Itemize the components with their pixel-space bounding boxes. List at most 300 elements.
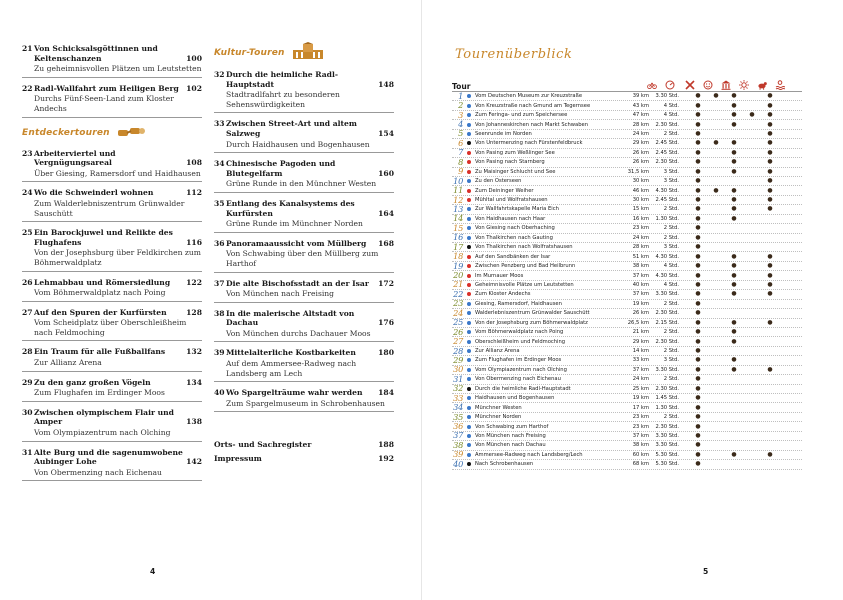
table-row — [452, 252, 802, 261]
toc-entry — [22, 44, 202, 78]
feature-dot — [707, 442, 725, 448]
feature-dot: ● — [767, 252, 773, 260]
feature-dot — [725, 348, 743, 354]
difficulty-dot — [467, 198, 471, 202]
feature-dot: ● — [767, 139, 773, 147]
feature-dot — [743, 93, 761, 99]
feature-dot — [725, 225, 743, 231]
table-row — [452, 300, 802, 309]
feature-dot — [707, 254, 725, 260]
tour-number: 21 — [453, 279, 463, 290]
feature-dot — [707, 216, 725, 222]
feature-dot: ● — [695, 431, 701, 439]
feature-dot — [743, 263, 761, 269]
table-row — [452, 224, 802, 233]
feature-dot: ● — [695, 262, 701, 270]
feature-dot — [707, 433, 725, 439]
tour-name: Von Thalkirchen nach Wolfratshausen — [475, 244, 573, 251]
divider — [214, 192, 394, 193]
feature-dot — [707, 159, 725, 165]
tour-name: Von Giesing nach Oberhaching — [475, 225, 555, 232]
toc-entry-number: 37 — [214, 278, 225, 288]
difficulty-dot — [467, 358, 471, 362]
feature-dot — [743, 348, 761, 354]
feature-marks — [689, 225, 779, 231]
feature-dot: ● — [731, 148, 737, 156]
feature-marks — [689, 206, 779, 212]
table-row — [452, 139, 802, 148]
tour-distance: 43 km — [632, 102, 649, 109]
toc-entry-description: Grüne Runde in den Münchner Westen — [226, 179, 377, 189]
table-row — [452, 196, 802, 205]
feature-dot — [761, 414, 779, 420]
toc-entry — [214, 159, 394, 193]
toc-entry — [214, 239, 394, 273]
feature-dot: ● — [731, 271, 737, 279]
divider — [22, 371, 202, 372]
page-number-right: 5 — [703, 567, 709, 576]
tour-name: Im Murnauer Moos — [475, 272, 524, 279]
feature-marks — [689, 357, 779, 363]
tour-name: Von München nach Dachau — [475, 442, 546, 449]
feature-dot — [761, 433, 779, 439]
feature-dot: ● — [731, 139, 737, 147]
difficulty-dot — [467, 160, 471, 164]
toc-entry-description: Durch Haidhausen und Bogenhausen — [226, 139, 370, 149]
tour-name: Münchner Westen — [475, 404, 522, 411]
tour-name: Zur Allianz Arena — [475, 348, 520, 355]
feature-dot: ● — [695, 120, 701, 128]
feature-dot: ● — [695, 252, 701, 260]
toc-entry-heading — [22, 188, 202, 198]
tour-name: Walderlebniszentrum Grünwalder Sauschütt — [475, 310, 590, 317]
feature-marks — [689, 122, 779, 128]
tour-number: 27 — [453, 336, 463, 347]
divider — [22, 181, 202, 182]
feature-dot: ● — [767, 365, 773, 373]
tour-distance: 51 km — [632, 253, 649, 260]
toc-entry-title: Wo Spargelträume wahr werden — [226, 388, 363, 398]
divider — [22, 221, 202, 222]
tour-number: 34 — [453, 402, 463, 413]
feature-dot — [761, 301, 779, 307]
impressum-entry — [214, 452, 394, 466]
toc-entry-description: Vom Olympiazentrum nach Olching — [34, 428, 171, 438]
tour-distance: 26 km — [632, 159, 649, 166]
binoculars-icon — [116, 124, 146, 143]
tour-name: Von Johanneskirchen nach Markt Schwaben — [475, 121, 588, 128]
toc-entry-number: 31 — [22, 447, 33, 457]
tour-number: 36 — [453, 421, 463, 432]
feature-dot — [707, 367, 725, 373]
tour-duration: 5.30 Std. — [655, 461, 679, 468]
feature-dot — [707, 461, 725, 467]
feature-marks — [689, 188, 779, 194]
toc-entry-page: 100 — [186, 53, 202, 63]
toc-entry-page: 128 — [186, 307, 202, 317]
divider — [214, 232, 394, 233]
toc-entry — [22, 278, 202, 302]
feature-dot — [761, 329, 779, 335]
toc-entry-number: 40 — [214, 388, 225, 398]
toc-entry-description: Durchs Fünf-Seen-Land zum Kloster Andechs — [34, 94, 174, 113]
divider — [22, 77, 202, 78]
feature-dot — [761, 405, 779, 411]
feature-dot — [743, 122, 761, 128]
register-page: 188 — [378, 440, 394, 450]
difficulty-dot — [467, 396, 471, 400]
feature-dot: ● — [695, 158, 701, 166]
toc-entry-page: 180 — [378, 348, 394, 358]
tour-number: 17 — [453, 241, 463, 252]
toc-entry-heading — [22, 149, 202, 168]
toc-entry — [22, 308, 202, 342]
impressum-label: Impressum — [214, 454, 262, 464]
toc-entry-page: 164 — [378, 208, 394, 218]
toc-entry-description: Vom Böhmerwaldplatz nach Poing — [34, 288, 166, 298]
toc-entry-heading — [214, 159, 394, 178]
tour-distance: 19 km — [632, 395, 649, 402]
feature-marks — [689, 329, 779, 335]
feature-dot — [743, 178, 761, 184]
feature-dot: ● — [767, 129, 773, 137]
toc-entry-heading — [22, 378, 202, 388]
table-row — [452, 130, 802, 139]
tour-name: Zwischen Penzberg und Bad Heilbrunn — [475, 263, 576, 270]
tour-number: 6 — [458, 137, 463, 148]
feature-dot: ● — [695, 299, 701, 307]
tour-name: Zum Kloster Andechs — [475, 291, 531, 298]
feature-dot — [707, 395, 725, 401]
table-row — [452, 460, 802, 469]
table-row — [452, 149, 802, 158]
table-row — [452, 177, 802, 186]
toc-entry — [214, 199, 394, 233]
feature-dot: ● — [731, 120, 737, 128]
feature-dot: ● — [767, 318, 773, 326]
tour-number: 20 — [453, 270, 463, 281]
header-tour: Tour — [452, 82, 471, 91]
feature-dot — [707, 235, 725, 241]
difficulty-dot — [467, 264, 471, 268]
feature-dot: ● — [695, 139, 701, 147]
toc-entry-number: 23 — [22, 148, 33, 158]
tour-number: 38 — [453, 439, 463, 450]
feature-dot: ● — [695, 309, 701, 317]
feature-dot: ● — [695, 177, 701, 185]
table-row — [452, 356, 802, 365]
feature-marks — [689, 461, 779, 467]
toc-entry-title: Auf den Spuren der Kurfürsten — [34, 307, 167, 317]
feature-dot — [743, 405, 761, 411]
feature-dot — [707, 310, 725, 316]
tools-icon — [681, 79, 698, 91]
tour-number: 1 — [458, 90, 463, 101]
feature-dot: ● — [731, 158, 737, 166]
difficulty-dot — [467, 415, 471, 419]
tour-duration: 1.30 Std. — [655, 215, 679, 222]
feature-dot — [725, 442, 743, 448]
feature-dot — [725, 376, 743, 382]
difficulty-dot — [467, 283, 471, 287]
difficulty-dot — [467, 94, 471, 98]
table-row — [452, 451, 802, 460]
feature-dot: ● — [767, 280, 773, 288]
toc-entry-description: Zu geheimnisvollen Plätzen um Leutstetten — [34, 64, 202, 74]
toc-entry — [214, 309, 394, 343]
tour-distance: 46 km — [632, 187, 649, 194]
toc-entry-page: 160 — [378, 168, 394, 178]
feature-marks — [689, 301, 779, 307]
table-row — [452, 234, 802, 243]
tour-number: 7 — [458, 147, 463, 158]
feature-dot — [707, 150, 725, 156]
difficulty-dot — [467, 462, 471, 466]
tour-distance: 60 km — [632, 451, 649, 458]
tour-duration: 2.45 Std. — [655, 197, 679, 204]
tour-name: Zum Feringa- und zum Speichersee — [475, 112, 568, 119]
toc-entry-heading — [214, 348, 394, 358]
feature-dot — [761, 424, 779, 430]
page-number-left: 4 — [150, 567, 156, 576]
feature-dot: ● — [767, 111, 773, 119]
tour-duration: 3 Std. — [663, 244, 679, 251]
tour-duration: 2 Std. — [663, 206, 679, 213]
feature-dot — [725, 405, 743, 411]
toc-entry-number: 24 — [22, 188, 33, 198]
feature-dot: ● — [767, 120, 773, 128]
feature-dot — [725, 178, 743, 184]
tour-number: 40 — [453, 458, 463, 469]
table-row — [452, 319, 802, 328]
feature-dot — [725, 461, 743, 467]
feature-dot: ● — [695, 129, 701, 137]
feature-marks — [689, 433, 779, 439]
toc-entry-title: Entlang des Kanalsystems des Kurfürsten — [226, 198, 355, 218]
divider — [214, 272, 394, 273]
feature-dot — [707, 122, 725, 128]
impressum-page: 192 — [378, 454, 394, 464]
tour-distance: 26 km — [632, 310, 649, 317]
feature-dot: ● — [731, 92, 737, 100]
tour-name: Seenrunde im Norden — [475, 130, 532, 137]
difficulty-dot — [467, 321, 471, 325]
tour-name: Von Kreuzstraße nach Gmund am Tegernsee — [475, 102, 591, 109]
difficulty-dot — [467, 340, 471, 344]
toc-entry-title: Die alte Bischofsstadt an der Isar — [226, 278, 369, 288]
feature-dot — [761, 348, 779, 354]
toc-entry-page: 168 — [378, 238, 394, 248]
feature-marks — [689, 442, 779, 448]
toc-entry-heading — [214, 199, 394, 218]
feature-marks — [689, 367, 779, 373]
toc-entry-title: Arbeiterviertel und Vergnügungsareal — [34, 148, 116, 168]
toc-entry-description: Grüne Runde im Münchner Norden — [226, 219, 363, 229]
toc-entry-number: 27 — [22, 307, 33, 317]
difficulty-dot — [467, 311, 471, 315]
feature-dot — [707, 348, 725, 354]
tour-number: 13 — [453, 203, 463, 214]
feature-dot — [707, 225, 725, 231]
feature-dot — [761, 216, 779, 222]
tour-duration: 2.30 Std. — [655, 385, 679, 392]
tour-number: 30 — [453, 364, 463, 375]
feature-marks — [689, 414, 779, 420]
toc-entry — [214, 388, 394, 412]
tour-distance: 24 km — [632, 234, 649, 241]
difficulty-dot — [467, 151, 471, 155]
feature-dot — [707, 301, 725, 307]
toc-entry-title: Zwischen olympischem Flair und Amper — [34, 407, 174, 427]
toc-entry — [22, 228, 202, 271]
right-page — [421, 0, 843, 600]
table-row — [452, 186, 802, 195]
feature-marks — [689, 273, 779, 279]
tour-name: Von der Josephsburg zum Böhmerwaldplatz — [475, 319, 588, 326]
feature-marks — [689, 112, 779, 118]
tour-number: 22 — [453, 288, 463, 299]
feature-dot — [761, 235, 779, 241]
feature-dot — [761, 386, 779, 392]
feature-dot: ● — [731, 290, 737, 298]
table-row — [452, 168, 802, 177]
feature-dot — [743, 386, 761, 392]
tour-duration: 2 Std. — [663, 329, 679, 336]
tour-distance: 30 km — [632, 197, 649, 204]
feature-dot: ● — [695, 101, 701, 109]
feature-dot: ● — [767, 92, 773, 100]
feature-dot — [743, 461, 761, 467]
tour-number: 26 — [453, 326, 463, 337]
feature-dot: ● — [695, 233, 701, 241]
toc-entry-title: Zwischen Street-Art und altem Salzweg — [226, 119, 357, 138]
tour-duration: 2.45 Std. — [655, 149, 679, 156]
feature-dot — [761, 225, 779, 231]
toc-entry — [22, 448, 202, 482]
table-row — [452, 347, 802, 356]
tour-distance: 31,5 km — [627, 168, 649, 175]
feature-dot — [725, 131, 743, 137]
toc-entry — [22, 378, 202, 402]
toc-entry-description: Von Schwabing über den Müllberg zum Harthof — [226, 249, 379, 268]
tour-name: Haidhausen und Bogenhausen — [475, 395, 555, 402]
toc-entry-number: 25 — [22, 228, 33, 238]
feature-dot — [761, 376, 779, 382]
tour-duration: 2.30 Std. — [655, 423, 679, 430]
toc-entry-number: 35 — [214, 198, 225, 208]
feature-marks — [689, 254, 779, 260]
feature-dot — [743, 376, 761, 382]
toc-entry-title: Mittelalterliche Kostbarkeiten — [226, 348, 356, 358]
tour-name: Geheimnisvolle Plätze um Leutstetten — [475, 281, 574, 288]
tour-distance: 15 km — [632, 206, 649, 213]
toc-entry-heading — [214, 388, 394, 398]
tour-distance: 33 km — [632, 357, 649, 364]
feature-dot: ● — [731, 262, 737, 270]
toc-entry — [22, 347, 202, 371]
table-row — [452, 413, 802, 422]
feature-dot: ● — [695, 186, 701, 194]
tour-duration: 5.30 Std. — [655, 451, 679, 458]
tour-distance: 37 km — [632, 366, 649, 373]
feature-dot: ● — [695, 196, 701, 204]
tour-duration: 2 Std. — [663, 414, 679, 421]
toc-entry-number: 28 — [22, 347, 33, 357]
feature-dot — [725, 310, 743, 316]
difficulty-dot — [467, 104, 471, 108]
tour-number: 31 — [453, 373, 463, 384]
feature-dot: ● — [695, 384, 701, 392]
table-row — [452, 281, 802, 290]
section-heading-text: Entdeckertouren — [22, 128, 110, 139]
feature-dot: ● — [731, 356, 737, 364]
feature-marks — [689, 140, 779, 146]
toc-entry-description: Zum Flughafen im Erdinger Moos — [34, 388, 165, 398]
toc-entry — [22, 408, 202, 442]
difficulty-dot — [467, 274, 471, 278]
tour-name: Von München nach Freising — [475, 432, 546, 439]
toc-entry-page: 176 — [378, 318, 394, 328]
toc-entry-description: Zum Spargelmuseum in Schrobenhausen — [226, 398, 385, 408]
feature-dot — [743, 103, 761, 109]
register-label: Orts- und Sachregister — [214, 440, 312, 450]
feature-dot — [761, 395, 779, 401]
tour-name: Zur Wallfahrtskapelle Maria Eich — [475, 206, 559, 213]
tour-distance: 14 km — [632, 348, 649, 355]
feature-marks — [689, 320, 779, 326]
feature-dot: ● — [767, 101, 773, 109]
table-row — [452, 243, 802, 252]
toc-entry-page: 138 — [186, 417, 202, 427]
toc-column-2 — [214, 44, 394, 466]
feature-dot — [707, 452, 725, 458]
toc-entry-page: 102 — [186, 83, 202, 93]
tour-name: Von Obermenzing nach Eichenau — [475, 376, 561, 383]
toc-entry-heading — [22, 347, 202, 357]
tour-name: Vom Deutschen Museum zur Kreuzstraße — [475, 93, 583, 100]
feature-dot: ● — [695, 92, 701, 100]
tour-duration: 2.30 Std. — [655, 159, 679, 166]
toc-entry — [214, 70, 394, 113]
feature-dot: ● — [695, 460, 701, 468]
feature-dot — [743, 433, 761, 439]
toc-entry-description: Von der Josephsburg über Feldkirchen zum Böhmerwaldplatz — [34, 248, 201, 267]
difficulty-dot — [467, 330, 471, 334]
feature-dot — [725, 301, 743, 307]
toc-entry-title: Radl-Wallfahrt zum Heiligen Berg — [34, 83, 179, 93]
tour-duration: 3.30 Std. — [655, 291, 679, 298]
feature-dot — [725, 235, 743, 241]
divider — [22, 401, 202, 402]
toc-entry-title: Wo die Schweinderl wohnen — [34, 188, 154, 198]
difficulty-dot — [467, 217, 471, 221]
toc-entry-description: Auf dem Ammersee-Radweg nach Landsberg am Lech — [226, 359, 357, 378]
section-heading-entdecker — [22, 124, 202, 143]
feature-dot: ● — [767, 205, 773, 213]
toc-entry-heading — [22, 44, 202, 63]
toc-entry-description: Vom Scheidplatz über Oberschleißheim nach Feldmoching — [34, 318, 187, 337]
tour-distance: 16 km — [632, 215, 649, 222]
toc-entry-page: 148 — [378, 79, 394, 89]
feature-dot: ● — [695, 450, 701, 458]
feature-marks — [689, 339, 779, 345]
difficulty-dot — [467, 179, 471, 183]
toc-entry-heading — [214, 119, 394, 138]
feature-marks — [689, 159, 779, 165]
feature-dot — [743, 452, 761, 458]
tour-number: 4 — [458, 119, 463, 130]
feature-marks — [689, 386, 779, 392]
